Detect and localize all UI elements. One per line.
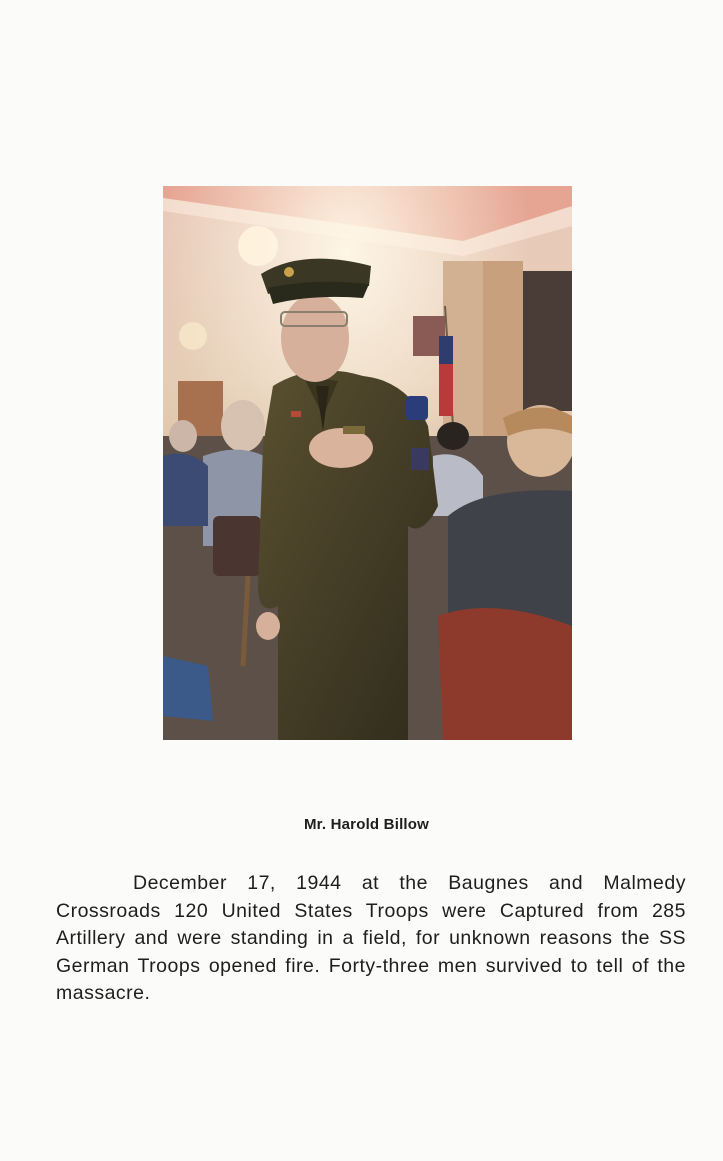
- photo-caption: Mr. Harold Billow: [303, 816, 430, 833]
- veteran-photo: [163, 186, 572, 740]
- body-paragraph: December 17, 1944 at the Baugnes and Malmedy Crossroads 120 United States Troops were Captured from 285 Artillery and were standing in a field, for unknown reasons the SS German Troops opened fire. Forty-three men survived to tell of the massacre.: [56, 872, 686, 1004]
